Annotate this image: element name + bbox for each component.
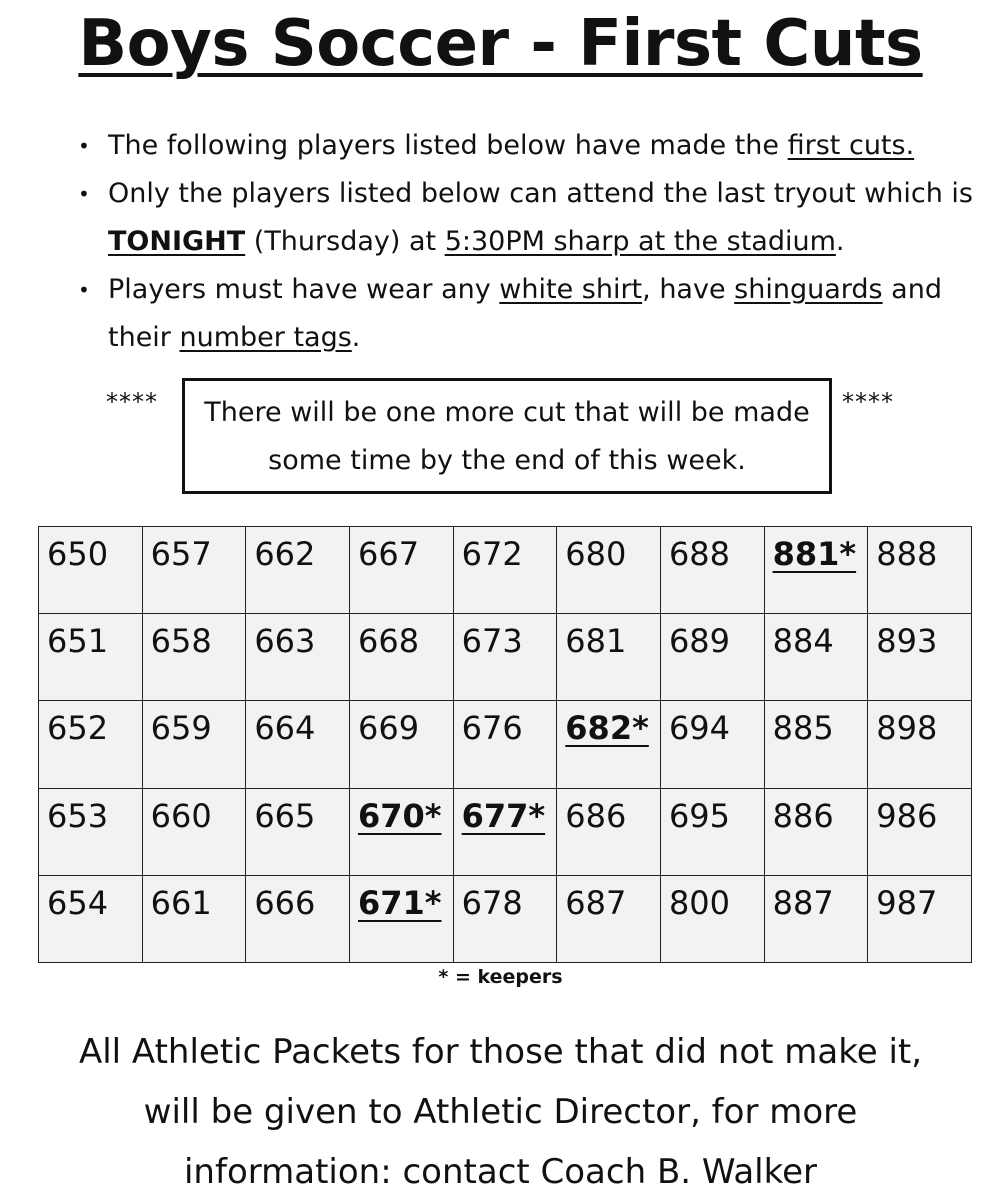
player-number: 898 [876,709,938,748]
instruction-text: . [351,322,361,353]
player-number: 669 [357,709,420,748]
player-number-cell [557,701,661,788]
player-number-cell [349,788,453,875]
player-number-cell [246,701,350,788]
player-number: 884 [772,622,834,661]
player-number-cell [660,701,764,788]
notice-line: There will be one more cut that will be made [204,397,810,428]
instruction-text: (Thursday) at [245,226,445,257]
player-number-cell [660,527,764,614]
player-number: 689 [668,622,731,661]
player-number: 653 [47,796,109,835]
player-number-cell [349,614,453,701]
player-number: 667 [357,535,420,573]
player-number-cell [764,701,868,788]
player-number-cell [557,614,661,701]
notice-box [182,378,832,494]
table-row [39,527,972,614]
player-number: 678 [461,883,523,922]
shinguards-underlined: shinguards [734,274,883,305]
player-number: 688 [668,535,731,573]
instruction-text: Players must have wear any [108,274,500,305]
player-number: 886 [772,796,834,835]
player-number-cell [39,788,143,875]
page-title-text: Boys Soccer - First Cuts [78,7,923,81]
instruction-text: , have [642,274,735,305]
player-number-table [38,526,972,963]
player-number-cell [349,875,453,962]
table-row [39,614,972,701]
player-number: 987 [876,883,938,922]
player-number: 682* [565,709,649,748]
stars-left: **** [106,388,158,416]
player-number: 695 [668,796,731,835]
white-shirt-underlined: white shirt [499,274,643,305]
player-number: 665 [254,796,316,835]
player-number: 670* [357,796,442,835]
player-number: 888 [876,535,938,573]
keepers-legend: * = keepers [438,966,563,988]
player-number: 671* [357,883,442,922]
player-number-cell [142,875,246,962]
player-number-cell [868,788,972,875]
footer-line: All Athletic Packets for those that did not make it, [78,1032,923,1072]
player-number-cell [246,614,350,701]
player-number: 885 [772,709,834,748]
instruction-text: The following players listed below have made the [108,130,788,161]
tonight-emphasis: TONIGHT [108,226,246,257]
player-number: 651 [47,622,109,661]
player-number-cell [868,527,972,614]
player-number-cell [453,788,557,875]
player-number: 686 [565,796,627,835]
first-cuts-underlined: first cuts. [787,130,915,161]
player-number: 986 [876,796,938,835]
bullet-icon: • [78,278,90,302]
player-number: 660 [150,796,212,835]
player-number: 664 [254,709,316,748]
player-number: 893 [876,622,938,661]
player-number: 800 [668,883,731,922]
player-number-cell [142,701,246,788]
player-number-cell [557,788,661,875]
player-number-cell [349,527,453,614]
player-number: 661 [150,883,212,922]
instructions-list [68,122,978,362]
player-number: 680 [565,535,627,573]
player-number: 687 [565,883,627,922]
time-location-underlined: 5:30PM sharp at the stadium [444,226,836,257]
player-number-cell [453,527,557,614]
player-number-cell [39,527,143,614]
player-number: 672 [461,535,523,573]
instruction-text: . [835,226,845,257]
player-number: 681 [565,622,627,661]
notice-line: some time by the end of this week. [268,445,746,476]
player-number-table-body [39,527,972,963]
player-number-cell [868,614,972,701]
player-number-cell [39,614,143,701]
player-number-cell [557,875,661,962]
player-number: 663 [254,622,316,661]
table-row [39,701,972,788]
instruction-item [68,266,978,362]
player-number-cell [142,788,246,875]
footer-line: will be given to Athletic Director, for more [143,1092,858,1132]
player-number-cell [142,527,246,614]
player-number: 881* [772,535,857,573]
player-number-cell [557,527,661,614]
instruction-item [68,170,978,266]
number-tags-underlined: number tags [179,322,352,353]
player-number: 673 [461,622,523,661]
player-number: 650 [47,535,109,573]
player-number: 659 [150,709,212,748]
player-number-cell [660,614,764,701]
player-number-cell [868,701,972,788]
player-number-cell [764,527,868,614]
player-number: 887 [772,883,834,922]
player-number: 652 [47,709,109,748]
stars-right: **** [842,388,894,416]
player-number: 668 [357,622,420,661]
page-title [0,4,1001,84]
player-number: 654 [47,883,109,922]
instruction-text: Only the players listed below can attend the last tryout which is [108,178,973,209]
player-number: 657 [150,535,212,573]
player-number-cell [868,875,972,962]
player-number-cell [764,875,868,962]
player-number-cell [660,788,764,875]
player-number: 666 [254,883,316,922]
player-number-cell [660,875,764,962]
player-number: 694 [668,709,731,748]
player-number-cell [453,875,557,962]
player-number: 677* [461,796,546,835]
player-number: 662 [254,535,316,573]
table-row [39,788,972,875]
bullet-icon: • [78,134,90,158]
player-number-cell [39,875,143,962]
instruction-text: and their [108,274,942,353]
player-number-cell [453,614,557,701]
player-number: 676 [461,709,523,748]
player-number-cell [453,701,557,788]
table-row [39,875,972,962]
footer-line: information: contact Coach B. Walker [183,1152,817,1192]
player-number-cell [246,527,350,614]
player-number-cell [246,875,350,962]
player-number-cell [764,788,868,875]
player-number-cell [246,788,350,875]
player-number-cell [142,614,246,701]
player-number-cell [39,701,143,788]
player-number-cell [349,701,453,788]
player-number: 658 [150,622,212,661]
bullet-icon: • [78,182,90,206]
footer-note [0,1022,1001,1202]
player-number-cell [764,614,868,701]
instruction-item [68,122,978,170]
